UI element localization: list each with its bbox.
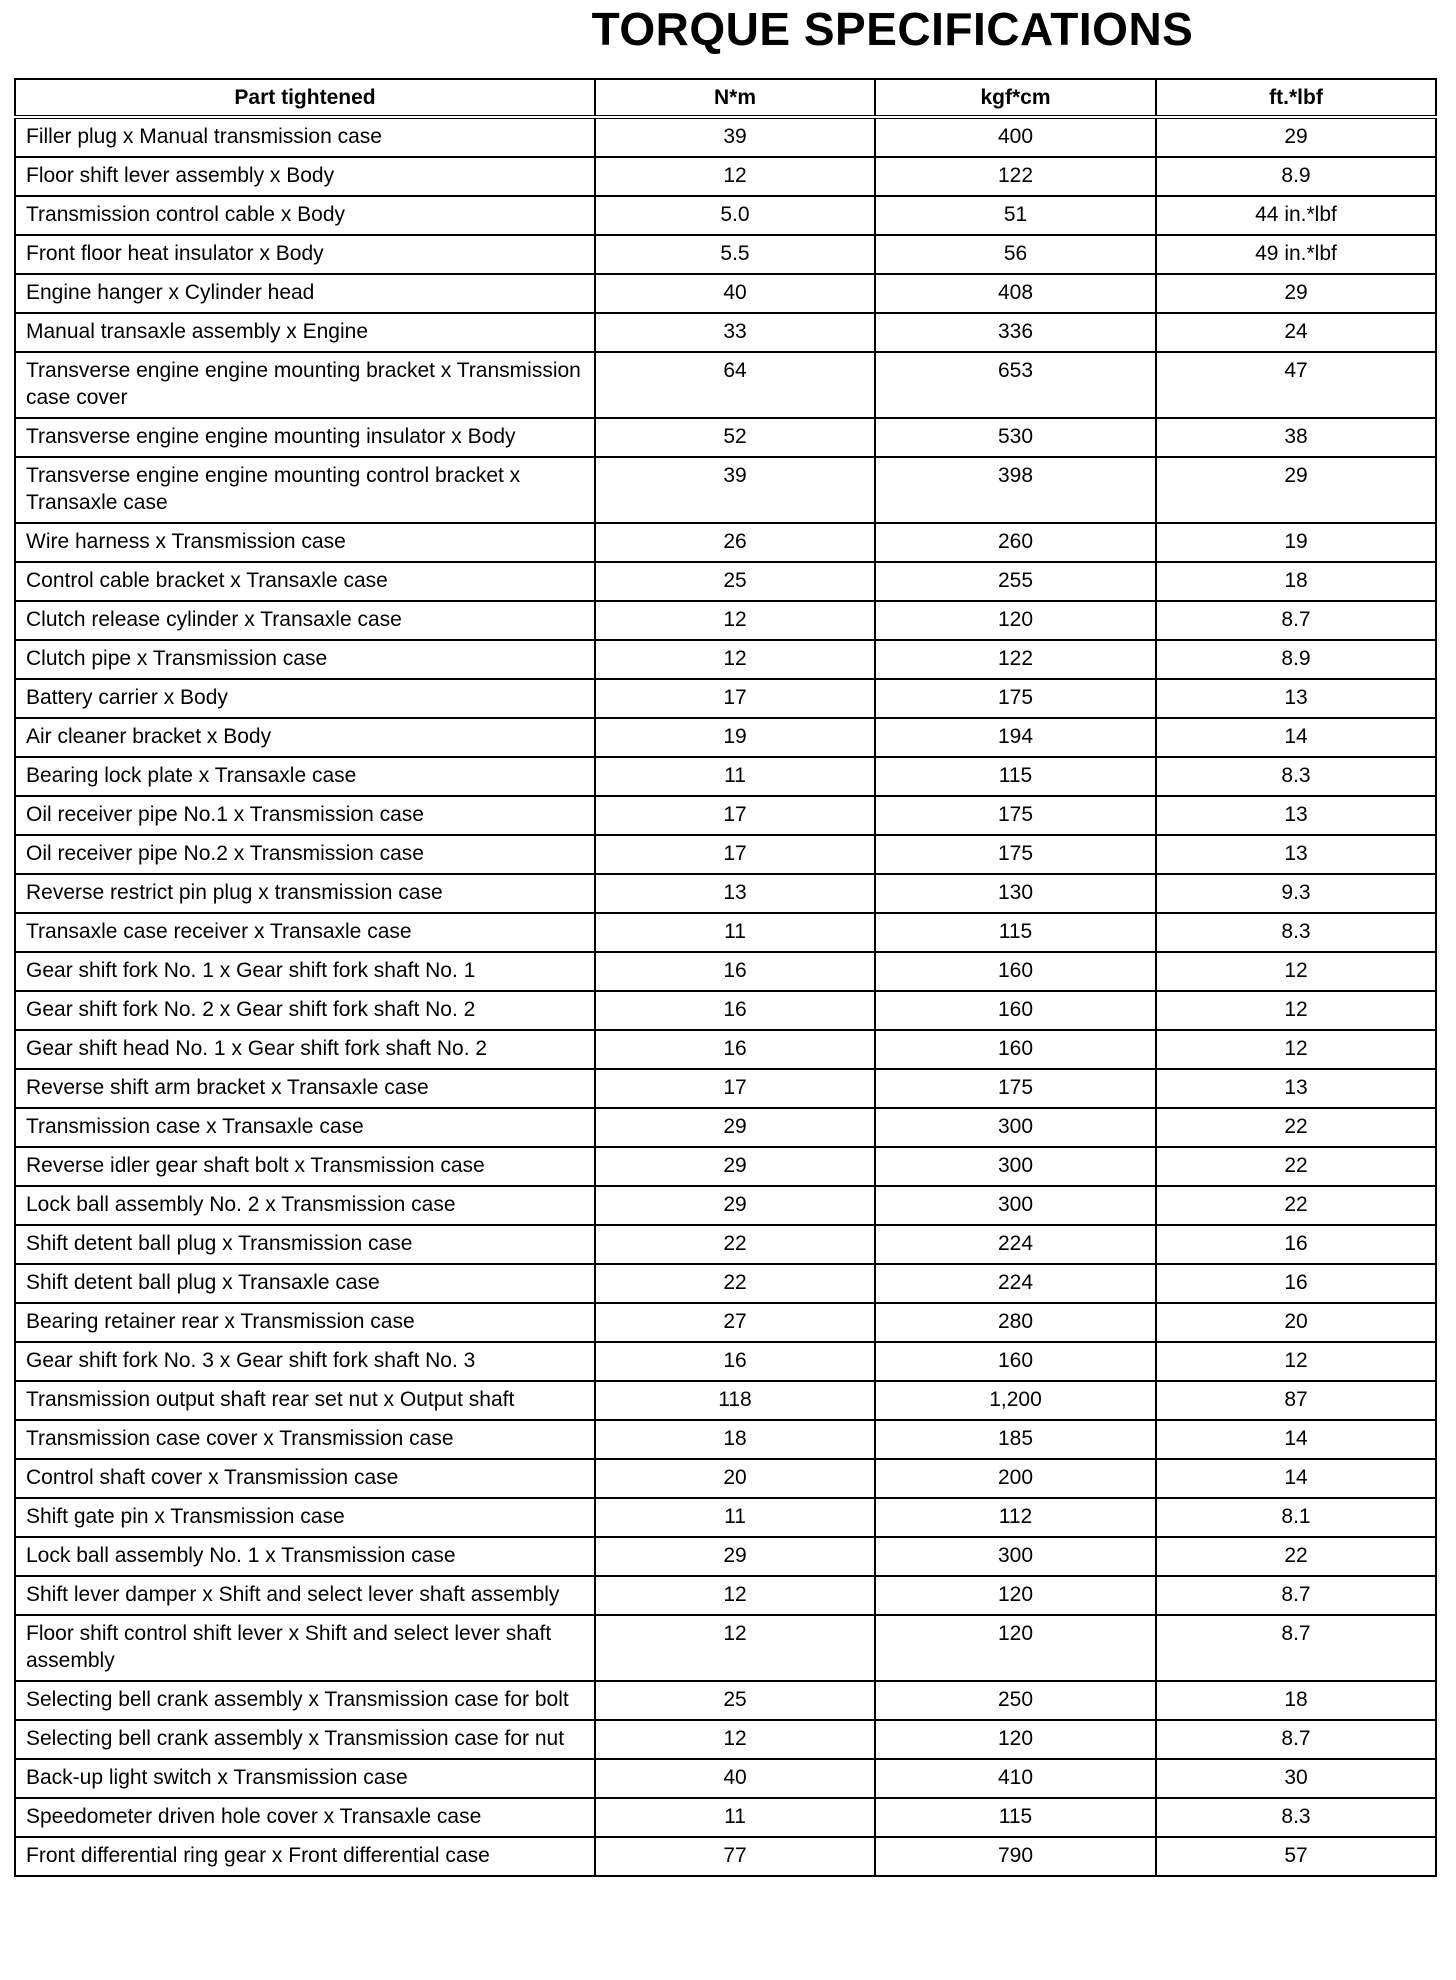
- cell-ft-lbf: 29: [1156, 274, 1436, 313]
- cell-nm: 22: [595, 1225, 875, 1264]
- table-row: [15, 796, 1436, 835]
- table-header-row: [15, 79, 1436, 117]
- cell-kgf-cm: 175: [875, 679, 1156, 718]
- cell-kgf-cm: 300: [875, 1186, 1156, 1225]
- cell-kgf-cm: 224: [875, 1225, 1156, 1264]
- cell-part: Filler plug x Manual transmission case: [15, 117, 595, 157]
- table-row: [15, 1108, 1436, 1147]
- cell-part: Transverse engine engine mounting control bracket x Transaxle case: [15, 457, 595, 523]
- table-row: [15, 679, 1436, 718]
- cell-kgf-cm: 194: [875, 718, 1156, 757]
- cell-nm: 12: [595, 1615, 875, 1681]
- cell-nm: 17: [595, 796, 875, 835]
- cell-ft-lbf: 8.3: [1156, 757, 1436, 796]
- cell-ft-lbf: 9.3: [1156, 874, 1436, 913]
- cell-ft-lbf: 22: [1156, 1537, 1436, 1576]
- cell-part: Reverse restrict pin plug x transmission case: [15, 874, 595, 913]
- cell-part: Transmission control cable x Body: [15, 196, 595, 235]
- cell-nm: 5.5: [595, 235, 875, 274]
- cell-part: Gear shift fork No. 2 x Gear shift fork shaft No. 2: [15, 991, 595, 1030]
- table-row: [15, 1615, 1436, 1681]
- cell-ft-lbf: 8.7: [1156, 1576, 1436, 1615]
- cell-nm: 39: [595, 457, 875, 523]
- cell-nm: 16: [595, 1030, 875, 1069]
- cell-ft-lbf: 29: [1156, 457, 1436, 523]
- cell-kgf-cm: 56: [875, 235, 1156, 274]
- cell-nm: 12: [595, 1576, 875, 1615]
- cell-ft-lbf: 8.9: [1156, 640, 1436, 679]
- cell-nm: 25: [595, 562, 875, 601]
- table-row: [15, 1837, 1436, 1876]
- cell-part: Transverse engine engine mounting insulator x Body: [15, 418, 595, 457]
- cell-part: Front floor heat insulator x Body: [15, 235, 595, 274]
- cell-kgf-cm: 260: [875, 523, 1156, 562]
- table-row: [15, 1681, 1436, 1720]
- cell-ft-lbf: 49 in.*lbf: [1156, 235, 1436, 274]
- cell-kgf-cm: 122: [875, 640, 1156, 679]
- cell-part: Clutch pipe x Transmission case: [15, 640, 595, 679]
- table-row: [15, 352, 1436, 418]
- cell-part: Floor shift control shift lever x Shift and select lever shaft assembly: [15, 1615, 595, 1681]
- cell-ft-lbf: 13: [1156, 835, 1436, 874]
- cell-nm: 16: [595, 991, 875, 1030]
- cell-part: Engine hanger x Cylinder head: [15, 274, 595, 313]
- cell-ft-lbf: 12: [1156, 991, 1436, 1030]
- cell-part: Floor shift lever assembly x Body: [15, 157, 595, 196]
- cell-part: Clutch release cylinder x Transaxle case: [15, 601, 595, 640]
- cell-part: Gear shift head No. 1 x Gear shift fork shaft No. 2: [15, 1030, 595, 1069]
- cell-nm: 26: [595, 523, 875, 562]
- table-row: [15, 1798, 1436, 1837]
- table-row: [15, 562, 1436, 601]
- cell-kgf-cm: 280: [875, 1303, 1156, 1342]
- table-row: [15, 418, 1436, 457]
- cell-ft-lbf: 8.7: [1156, 1720, 1436, 1759]
- cell-nm: 22: [595, 1264, 875, 1303]
- cell-part: Shift detent ball plug x Transmission case: [15, 1225, 595, 1264]
- table-row: [15, 1264, 1436, 1303]
- cell-nm: 29: [595, 1537, 875, 1576]
- cell-part: Gear shift fork No. 3 x Gear shift fork shaft No. 3: [15, 1342, 595, 1381]
- table-row: [15, 640, 1436, 679]
- table-row: [15, 523, 1436, 562]
- cell-ft-lbf: 22: [1156, 1108, 1436, 1147]
- cell-ft-lbf: 8.9: [1156, 157, 1436, 196]
- table-row: [15, 1342, 1436, 1381]
- cell-kgf-cm: 300: [875, 1537, 1156, 1576]
- cell-ft-lbf: 14: [1156, 718, 1436, 757]
- table-row: [15, 1576, 1436, 1615]
- cell-part: Manual transaxle assembly x Engine: [15, 313, 595, 352]
- cell-ft-lbf: 29: [1156, 117, 1436, 157]
- cell-ft-lbf: 8.1: [1156, 1498, 1436, 1537]
- cell-nm: 20: [595, 1459, 875, 1498]
- cell-ft-lbf: 57: [1156, 1837, 1436, 1876]
- cell-nm: 12: [595, 601, 875, 640]
- cell-nm: 13: [595, 874, 875, 913]
- table-row: [15, 235, 1436, 274]
- cell-part: Transmission case x Transaxle case: [15, 1108, 595, 1147]
- cell-part: Lock ball assembly No. 2 x Transmission case: [15, 1186, 595, 1225]
- cell-ft-lbf: 8.3: [1156, 1798, 1436, 1837]
- cell-part: Oil receiver pipe No.1 x Transmission case: [15, 796, 595, 835]
- table-row: [15, 1720, 1436, 1759]
- cell-nm: 11: [595, 1498, 875, 1537]
- cell-part: Bearing lock plate x Transaxle case: [15, 757, 595, 796]
- cell-kgf-cm: 300: [875, 1147, 1156, 1186]
- table-row: [15, 196, 1436, 235]
- cell-kgf-cm: 300: [875, 1108, 1156, 1147]
- cell-part: Selecting bell crank assembly x Transmission case for bolt: [15, 1681, 595, 1720]
- cell-nm: 18: [595, 1420, 875, 1459]
- cell-part: Transverse engine engine mounting bracket x Transmission case cover: [15, 352, 595, 418]
- cell-part: Shift lever damper x Shift and select lever shaft assembly: [15, 1576, 595, 1615]
- cell-part: Control shaft cover x Transmission case: [15, 1459, 595, 1498]
- cell-nm: 40: [595, 1759, 875, 1798]
- table-row: [15, 117, 1436, 157]
- table-row: [15, 1186, 1436, 1225]
- cell-kgf-cm: 130: [875, 874, 1156, 913]
- cell-kgf-cm: 160: [875, 1342, 1156, 1381]
- cell-part: Control cable bracket x Transaxle case: [15, 562, 595, 601]
- cell-part: Shift gate pin x Transmission case: [15, 1498, 595, 1537]
- cell-part: Reverse shift arm bracket x Transaxle case: [15, 1069, 595, 1108]
- cell-part: Transmission output shaft rear set nut x Output shaft: [15, 1381, 595, 1420]
- cell-ft-lbf: 8.7: [1156, 601, 1436, 640]
- cell-ft-lbf: 20: [1156, 1303, 1436, 1342]
- cell-part: Front differential ring gear x Front differential case: [15, 1837, 595, 1876]
- cell-kgf-cm: 120: [875, 601, 1156, 640]
- cell-part: Oil receiver pipe No.2 x Transmission case: [15, 835, 595, 874]
- table-row: [15, 1030, 1436, 1069]
- cell-kgf-cm: 122: [875, 157, 1156, 196]
- cell-kgf-cm: 408: [875, 274, 1156, 313]
- cell-ft-lbf: 13: [1156, 1069, 1436, 1108]
- cell-kgf-cm: 200: [875, 1459, 1156, 1498]
- cell-part: Wire harness x Transmission case: [15, 523, 595, 562]
- cell-kgf-cm: 120: [875, 1720, 1156, 1759]
- cell-nm: 64: [595, 352, 875, 418]
- cell-kgf-cm: 51: [875, 196, 1156, 235]
- cell-part: Battery carrier x Body: [15, 679, 595, 718]
- table-row: [15, 718, 1436, 757]
- table-row: [15, 952, 1436, 991]
- cell-kgf-cm: 160: [875, 1030, 1156, 1069]
- cell-kgf-cm: 115: [875, 913, 1156, 952]
- cell-kgf-cm: 410: [875, 1759, 1156, 1798]
- cell-part: Shift detent ball plug x Transaxle case: [15, 1264, 595, 1303]
- cell-nm: 16: [595, 1342, 875, 1381]
- cell-nm: 52: [595, 418, 875, 457]
- cell-kgf-cm: 530: [875, 418, 1156, 457]
- cell-nm: 11: [595, 757, 875, 796]
- cell-ft-lbf: 12: [1156, 1342, 1436, 1381]
- table-row: [15, 1147, 1436, 1186]
- header-newton-meter: N*m: [595, 79, 875, 117]
- cell-nm: 17: [595, 835, 875, 874]
- cell-ft-lbf: 18: [1156, 1681, 1436, 1720]
- cell-nm: 17: [595, 679, 875, 718]
- cell-ft-lbf: 8.3: [1156, 913, 1436, 952]
- cell-part: Air cleaner bracket x Body: [15, 718, 595, 757]
- table-body: [15, 117, 1436, 1876]
- cell-kgf-cm: 115: [875, 1798, 1156, 1837]
- cell-ft-lbf: 22: [1156, 1186, 1436, 1225]
- cell-ft-lbf: 12: [1156, 1030, 1436, 1069]
- cell-ft-lbf: 14: [1156, 1459, 1436, 1498]
- cell-kgf-cm: 224: [875, 1264, 1156, 1303]
- cell-part: Transmission case cover x Transmission case: [15, 1420, 595, 1459]
- cell-kgf-cm: 398: [875, 457, 1156, 523]
- cell-nm: 27: [595, 1303, 875, 1342]
- cell-kgf-cm: 160: [875, 991, 1156, 1030]
- cell-nm: 5.0: [595, 196, 875, 235]
- table-row: [15, 1759, 1436, 1798]
- cell-ft-lbf: 19: [1156, 523, 1436, 562]
- cell-nm: 29: [595, 1186, 875, 1225]
- cell-nm: 19: [595, 718, 875, 757]
- cell-part: Selecting bell crank assembly x Transmission case for nut: [15, 1720, 595, 1759]
- cell-kgf-cm: 112: [875, 1498, 1156, 1537]
- cell-part: Reverse idler gear shaft bolt x Transmission case: [15, 1147, 595, 1186]
- cell-ft-lbf: 16: [1156, 1225, 1436, 1264]
- cell-nm: 39: [595, 117, 875, 157]
- cell-kgf-cm: 185: [875, 1420, 1156, 1459]
- cell-kgf-cm: 790: [875, 1837, 1156, 1876]
- cell-ft-lbf: 30: [1156, 1759, 1436, 1798]
- table-row: [15, 1537, 1436, 1576]
- cell-kgf-cm: 175: [875, 835, 1156, 874]
- table-row: [15, 757, 1436, 796]
- cell-ft-lbf: 22: [1156, 1147, 1436, 1186]
- cell-nm: 11: [595, 913, 875, 952]
- cell-nm: 29: [595, 1108, 875, 1147]
- cell-kgf-cm: 653: [875, 352, 1156, 418]
- cell-kgf-cm: 175: [875, 1069, 1156, 1108]
- cell-ft-lbf: 24: [1156, 313, 1436, 352]
- cell-ft-lbf: 47: [1156, 352, 1436, 418]
- cell-nm: 118: [595, 1381, 875, 1420]
- cell-nm: 40: [595, 274, 875, 313]
- cell-kgf-cm: 120: [875, 1615, 1156, 1681]
- cell-kgf-cm: 115: [875, 757, 1156, 796]
- table-row: [15, 1420, 1436, 1459]
- cell-kgf-cm: 175: [875, 796, 1156, 835]
- torque-spec-table: [14, 78, 1437, 1877]
- header-ft-lbf: ft.*lbf: [1156, 79, 1436, 117]
- cell-nm: 11: [595, 1798, 875, 1837]
- cell-nm: 77: [595, 1837, 875, 1876]
- cell-kgf-cm: 250: [875, 1681, 1156, 1720]
- cell-nm: 16: [595, 952, 875, 991]
- cell-nm: 12: [595, 1720, 875, 1759]
- cell-ft-lbf: 38: [1156, 418, 1436, 457]
- page-title: TORQUE SPECIFICATIONS: [591, 3, 1194, 55]
- cell-nm: 25: [595, 1681, 875, 1720]
- header-kgf-cm: kgf*cm: [875, 79, 1156, 117]
- cell-kgf-cm: 160: [875, 952, 1156, 991]
- cell-ft-lbf: 87: [1156, 1381, 1436, 1420]
- table-row: [15, 157, 1436, 196]
- cell-part: Transaxle case receiver x Transaxle case: [15, 913, 595, 952]
- table-row: [15, 874, 1436, 913]
- cell-part: Bearing retainer rear x Transmission case: [15, 1303, 595, 1342]
- cell-ft-lbf: 16: [1156, 1264, 1436, 1303]
- table-row: [15, 1225, 1436, 1264]
- table-row: [15, 313, 1436, 352]
- cell-nm: 29: [595, 1147, 875, 1186]
- cell-nm: 33: [595, 313, 875, 352]
- cell-kgf-cm: 400: [875, 117, 1156, 157]
- table-row: [15, 835, 1436, 874]
- cell-ft-lbf: 14: [1156, 1420, 1436, 1459]
- cell-ft-lbf: 13: [1156, 796, 1436, 835]
- cell-ft-lbf: 13: [1156, 679, 1436, 718]
- table-row: [15, 1303, 1436, 1342]
- table-row: [15, 913, 1436, 952]
- table-row: [15, 274, 1436, 313]
- cell-ft-lbf: 18: [1156, 562, 1436, 601]
- table-row: [15, 601, 1436, 640]
- cell-kgf-cm: 120: [875, 1576, 1156, 1615]
- cell-part: Gear shift fork No. 1 x Gear shift fork shaft No. 1: [15, 952, 595, 991]
- table-row: [15, 1459, 1436, 1498]
- table-row: [15, 1498, 1436, 1537]
- cell-kgf-cm: 336: [875, 313, 1156, 352]
- table-row: [15, 1069, 1436, 1108]
- cell-kgf-cm: 1,200: [875, 1381, 1156, 1420]
- cell-part: Back-up light switch x Transmission case: [15, 1759, 595, 1798]
- header-part-tightened: Part tightened: [15, 79, 595, 117]
- table-row: [15, 457, 1436, 523]
- cell-ft-lbf: 44 in.*lbf: [1156, 196, 1436, 235]
- cell-part: Lock ball assembly No. 1 x Transmission case: [15, 1537, 595, 1576]
- cell-ft-lbf: 12: [1156, 952, 1436, 991]
- cell-ft-lbf: 8.7: [1156, 1615, 1436, 1681]
- cell-kgf-cm: 255: [875, 562, 1156, 601]
- cell-nm: 12: [595, 640, 875, 679]
- table-row: [15, 1381, 1436, 1420]
- cell-nm: 17: [595, 1069, 875, 1108]
- table-row: [15, 991, 1436, 1030]
- cell-nm: 12: [595, 157, 875, 196]
- cell-part: Speedometer driven hole cover x Transaxle case: [15, 1798, 595, 1837]
